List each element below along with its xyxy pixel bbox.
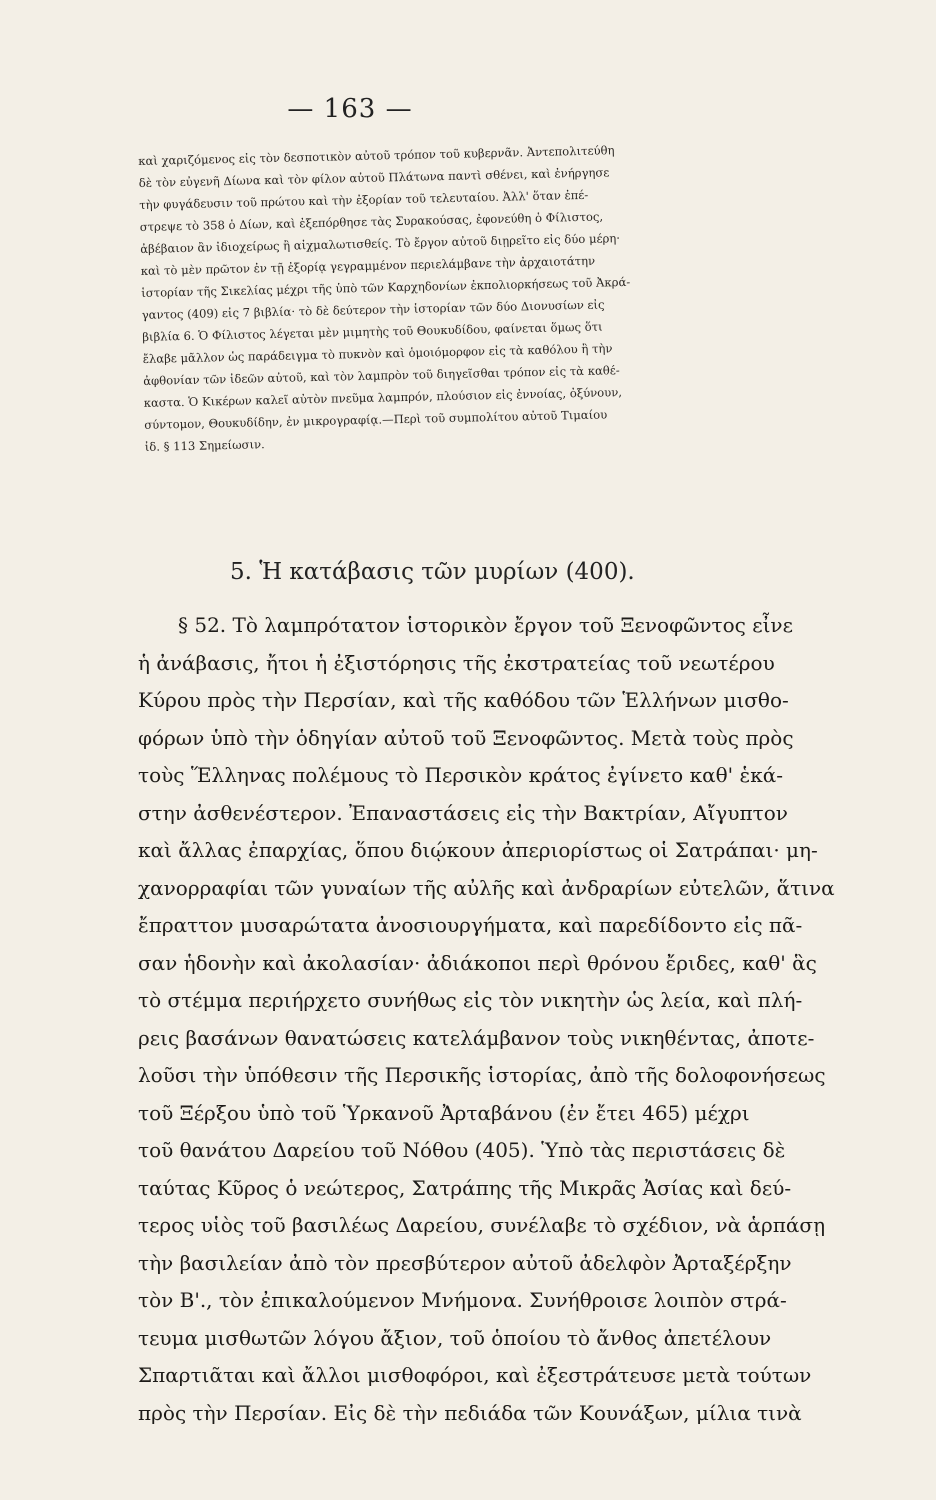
paragraph-line: ἔπραττον μυσαρώτατα ἀνοσιουργήματα, καὶ παρεδίδοντο εἰς πᾶ- <box>138 913 803 937</box>
paragraph-line: τὴν βασιλείαν ἀπὸ τὸν πρεσβύτερον αὐτοῦ ἀδελφὸν Ἀρταξέρξην <box>138 1250 792 1275</box>
footnote-line: δὲ τὸν εὐγενῆ Δίωνα καὶ τὸν φίλον αὐτοῦ Πλάτωνα παντὶ σθένει, καὶ ἐνήργησε <box>138 165 610 190</box>
footnote-line: γαντος (409) εἰς 7 βιβλία· τὸ δὲ δεύτερον τὴν ἱστορίαν τῶν δύο Διονυσίων εἰς <box>141 297 605 322</box>
paragraph-line: Κύρου πρὸς τὴν Περσίαν, καὶ τῆς καθόδου τῶν Ἑλλήνων μισθο- <box>138 688 789 712</box>
paragraph-line: στην ἀσθενέστερον. Ἐπαναστάσεις εἰς τὴν Βακτρίαν, Αἴγυπτον <box>138 800 788 825</box>
paragraph-line: πρὸς τὴν Περσίαν. Εἰς δὲ τὴν πεδιάδα τῶν Κουνάξων, μίλια τινὰ <box>138 1400 802 1425</box>
paragraph-line: τοῦ Ξέρξου ὑπὸ τοῦ Ὑρκανοῦ Ἀρταβάνου (ἐν ἔτει 465) μέχρι <box>138 1100 750 1125</box>
paragraph-line: ἡ ἀνάβασις, ἤτοι ἡ ἐξιστόρησις τῆς ἐκστρατείας τοῦ νεωτέρου <box>138 650 775 675</box>
footnote-line: σύντομον, Θουκυδίδην, ἐν μικρογραφίᾳ.—Περὶ τοῦ συμπολίτου αὐτοῦ Τιμαίου <box>144 407 608 432</box>
footnote-line: ἀβέβαιον ἂν ἰδιοχείρως ἢ αἰχμαλωτισθείς. Τὸ ἔργον αὐτοῦ διῃρεῖτο εἰς δύο μέρη· <box>140 231 621 256</box>
paragraph-line: σαν ἡδονὴν καὶ ἀκολασίαν· ἀδιάκοποι περὶ θρόνου ἔριδες, καθ' ἃς <box>138 950 817 975</box>
footnote-line: καστα. Ὁ Κικέρων καλεῖ αὐτὸν πνεῦμα λαμπρόν, πλούσιον εἰς ἐννοίας, ὀξύνουν, <box>143 385 623 410</box>
paragraph-line: ρεις βασάνων θανατώσεις κατελάμβανον τοὺς νικηθέντας, ἀποτε- <box>138 1025 815 1050</box>
footnote-block <box>138 136 745 458</box>
footnote-line: ἱστορίαν τῆς Σικελίας μέχρι τῆς ὑπὸ τῶν Καρχηδονίων ἐκπολιορκήσεως τοῦ Ἀκρά- <box>141 274 631 300</box>
paragraph-line: τὸν Β'., τὸν ἐπικαλούμενον Μνήμονα. Συνήθροισε λοιπὸν στρά- <box>138 1288 787 1312</box>
paragraph-line: τευμα μισθωτῶν λόγου ἄξιον, τοῦ ὁποίου τὸ ἄνθος ἀπετέλουν <box>138 1325 772 1350</box>
page-number: — 163 — <box>287 94 413 124</box>
paragraph-line: λοῦσι τὴν ὑπόθεσιν τῆς Περσικῆς ἱστορίας, ἀπὸ τῆς δολοφονήσεως <box>138 1063 826 1087</box>
footnote-line: καὶ χαριζόμενος εἰς τὸν δεσποτικὸν αὐτοῦ τρόπον τοῦ κυβερνᾶν. Ἀντεπολιτεύθη <box>138 143 615 168</box>
paragraph-line: Σπαρτιᾶται καὶ ἄλλοι μισθοφόροι, καὶ ἐξεστράτευσε μετὰ τούτων <box>138 1363 812 1387</box>
footnote-line: ἰδ. § 113 Σημείωσιν. <box>144 437 265 454</box>
footnote-line: βιβλία 6. Ὁ Φίλιστος λέγεται μὲν μιμητὴς τοῦ Θουκυδίδου, φαίνεται ὅμως ὅτι <box>142 319 603 344</box>
paragraph-line: τερος υἱὸς τοῦ βασιλέως Δαρείου, συνέλαβε τὸ σχέδιον, νὰ ἁρπάσῃ <box>138 1213 826 1237</box>
section-heading: 5. Ἡ κατάβασις τῶν μυρίων (400). <box>230 559 635 585</box>
paragraph-line: καὶ ἄλλας ἐπαρχίας, ὅπου διῴκουν ἀπεριορίστως οἱ Σατράπαι· μη- <box>138 838 818 862</box>
footnote-line: τὴν φυγάδευσιν τοῦ πρώτου καὶ τὴν ἐξορίαν τοῦ τελευταίου. Ἀλλ' ὅταν ἐπέ- <box>139 187 589 212</box>
paragraph-line: χανορραφίαι τῶν γυναίων τῆς αὐλῆς καὶ ἀνδραρίων εὐτελῶν, ἅτινα <box>138 875 835 900</box>
paragraph-line: ταύτας Κῦρος ὁ νεώτερος, Σατράπης τῆς Μικρᾶς Ἀσίας καὶ δεύ- <box>138 1175 792 1200</box>
body-text <box>138 607 835 1432</box>
paragraph-line: τὸ στέμμα περιήρχετο συνήθως εἰς τὸν νικητὴν ὡς λεία, καὶ πλή- <box>138 988 803 1012</box>
footnote-line: ἔλαβε μᾶλλον ὡς παράδειγμα τὸ πυκνὸν καὶ ὁμοιόμορφον εἰς τὰ καθόλου ἢ τὴν <box>142 341 613 366</box>
paragraph-line: § 52. Τὸ λαμπρότατον ἱστορικὸν ἔργον τοῦ Ξενοφῶντος εἶνε <box>178 613 793 637</box>
paragraph-line: τοὺς Ἕλληνας πολέμους τὸ Περσικὸν κράτος ἐγίνετο καθ' ἑκά- <box>138 763 783 787</box>
footnote-line: καὶ τὸ μὲν πρῶτον ἐν τῇ ἐξορίᾳ γεγραμμένον περιελάμβανε τὴν ἀρχαιοτάτην <box>140 253 596 278</box>
paragraph-line: φόρων ὑπὸ τὴν ὁδηγίαν αὐτοῦ τοῦ Ξενοφῶντος. Μετὰ τοὺς πρὸς <box>138 725 794 750</box>
footnote-line: ἀφθονίαν τῶν ἰδεῶν αὐτοῦ, καὶ τὸν λαμπρὸν τοῦ διηγεῖσθαι τρόπον εἰς τὰ καθέ- <box>143 363 620 388</box>
footnote-line: στρεψε τὸ 358 ὁ Δίων, καὶ ἐξεπόρθησε τὰς Συρακούσας, ἐφονεύθη ὁ Φίλιστος, <box>139 209 604 234</box>
paragraph-line: τοῦ θανάτου Δαρείου τοῦ Νόθου (405). Ὑπὸ τὰς περιστάσεις δὲ <box>138 1138 786 1162</box>
